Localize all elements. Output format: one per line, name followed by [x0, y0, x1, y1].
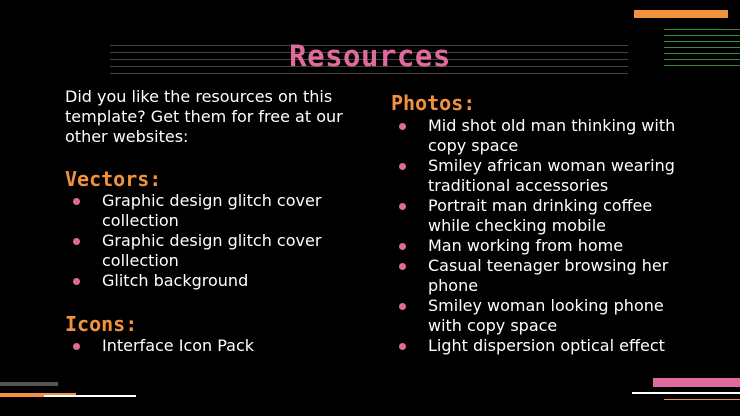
bullet-icon — [399, 123, 406, 130]
bullet-icon — [73, 343, 80, 350]
deco-orange-bar-top — [634, 10, 728, 18]
deco-white-line-bottom-right — [632, 392, 740, 394]
bullet-icon — [399, 163, 406, 170]
photo-item-label: Light dispersion optical effect — [428, 336, 665, 355]
photos-list — [391, 116, 691, 356]
bullet-icon — [399, 343, 406, 350]
deco-white-line-bottom — [44, 395, 136, 397]
bullet-icon — [73, 198, 80, 205]
bullet-icon — [399, 243, 406, 250]
list-item — [391, 236, 691, 256]
deco-orange-line-bottom-right — [664, 399, 740, 400]
vector-item-label: Glitch background — [102, 271, 249, 290]
intro-text: Did you like the resources on this template? Get them for free at our other websites: — [65, 87, 343, 146]
photo-item-label: Mid shot old man thinking with copy space — [428, 116, 676, 155]
list-item — [391, 116, 691, 156]
photo-item-label: Casual teenager browsing her phone — [428, 256, 669, 295]
list-item — [391, 256, 691, 296]
icons-heading: Icons: — [65, 312, 138, 336]
list-item — [65, 336, 365, 356]
photo-item-label: Smiley woman looking phone with copy space — [428, 296, 664, 335]
list-item — [391, 296, 691, 336]
vectors-heading: Vectors: — [65, 167, 162, 191]
bullet-icon — [73, 238, 80, 245]
bullet-icon — [399, 303, 406, 310]
bullet-icon — [399, 203, 406, 210]
photo-item-label: Man working from home — [428, 236, 624, 255]
icons-list — [65, 336, 365, 356]
photo-item-label: Smiley african woman wearing traditional accessories — [428, 156, 675, 195]
vector-item-label: Graphic design glitch cover collection — [102, 231, 322, 270]
list-item — [391, 196, 691, 236]
bullet-icon — [399, 263, 406, 270]
page-title: Resources — [289, 39, 451, 73]
photo-item-label: Portrait man drinking coffee while checking mobile — [428, 196, 653, 235]
deco-pink-bar-bottom — [653, 378, 740, 387]
photos-heading: Photos: — [391, 91, 476, 115]
deco-green-line — [664, 29, 740, 30]
list-item — [391, 336, 691, 356]
deco-gray-bar-bottom — [0, 382, 58, 386]
list-item — [65, 231, 365, 271]
icon-item-label: Interface Icon Pack — [102, 336, 255, 355]
list-item — [391, 156, 691, 196]
vectors-list — [65, 191, 365, 291]
list-item — [65, 271, 365, 291]
bullet-icon — [73, 278, 80, 285]
list-item — [65, 191, 365, 231]
vector-item-label: Graphic design glitch cover collection — [102, 191, 322, 230]
